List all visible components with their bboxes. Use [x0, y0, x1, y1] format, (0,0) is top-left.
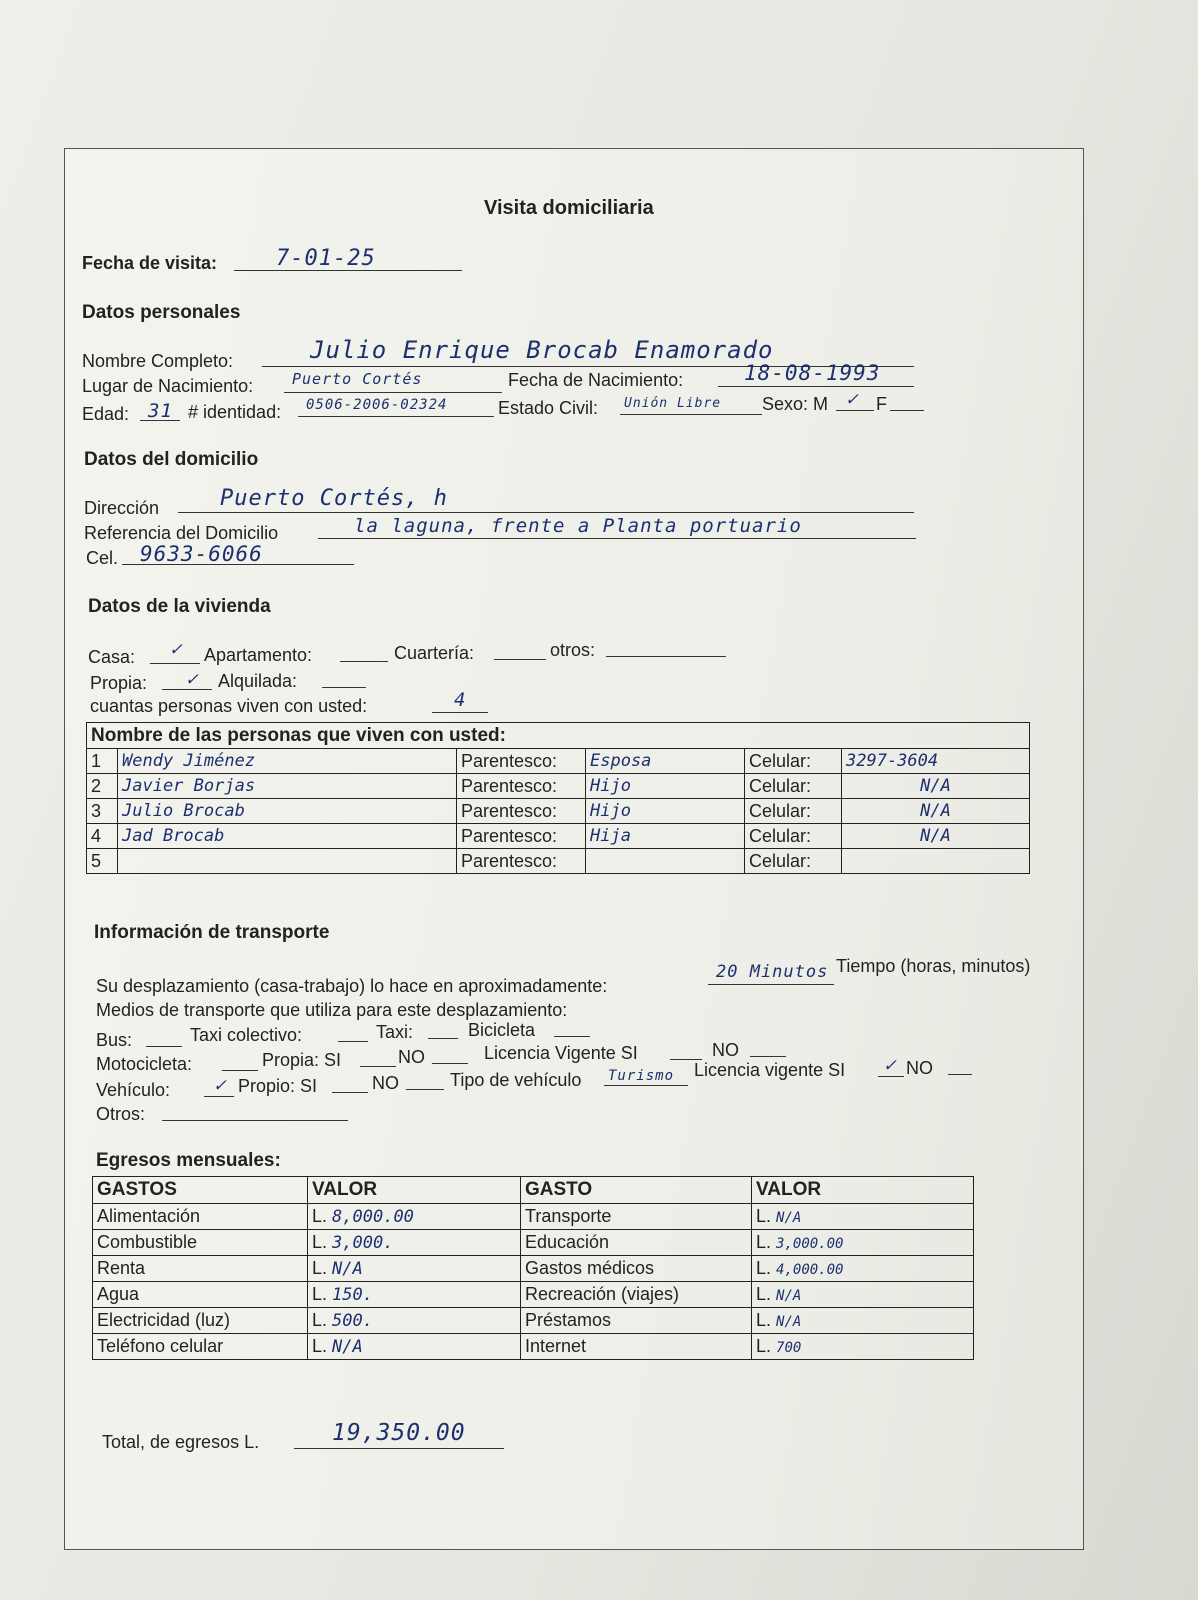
persona-parentesco[interactable]: Hija	[586, 824, 745, 849]
valor-1-value[interactable]: 8,000.00	[332, 1207, 414, 1227]
moto-no-line	[432, 1063, 468, 1064]
gasto-1: Renta	[93, 1256, 308, 1282]
personales-heading: Datos personales	[82, 302, 241, 323]
persona-nombre[interactable]: Jad Brocab	[118, 824, 457, 849]
cuantas-label: cuantas personas viven con usted:	[90, 696, 368, 716]
valor-1	[308, 1256, 521, 1282]
taxi-label: Taxi:	[376, 1022, 414, 1042]
ref-value[interactable]: la laguna, frente a Planta portuario	[354, 515, 802, 537]
valor-2-value[interactable]: 4,000.00	[776, 1262, 844, 1278]
veh-no-line	[406, 1089, 444, 1090]
celular-label: Celular:	[745, 799, 842, 824]
currency: L.	[756, 1284, 772, 1304]
apto-label: Apartamento:	[204, 645, 313, 665]
civil-label: Estado Civil:	[498, 398, 599, 418]
id-label: # identidad:	[188, 402, 282, 422]
table-row	[87, 774, 1030, 799]
h-gastos: GASTOS	[93, 1177, 308, 1204]
gasto-2: Gastos médicos	[521, 1256, 752, 1282]
table-row	[87, 849, 1030, 874]
taxi-line	[428, 1038, 458, 1039]
tipo-vehiculo-line	[604, 1085, 688, 1086]
moto-licencia-no-line	[750, 1056, 786, 1057]
sexo-f-line	[890, 410, 924, 411]
currency: L.	[756, 1232, 772, 1252]
desp-line	[708, 984, 834, 985]
persona-celular[interactable]: 3297-3604	[842, 749, 1030, 774]
otros-vivienda-label: otros:	[550, 640, 596, 660]
valor-2-value[interactable]: N/A	[776, 1314, 802, 1330]
h-valor-2: VALOR	[752, 1177, 974, 1204]
currency: L.	[756, 1258, 772, 1278]
persona-parentesco[interactable]: Hijo	[586, 799, 745, 824]
casa-value[interactable]: ✓	[170, 638, 183, 660]
dir-value[interactable]: Puerto Cortés, h	[220, 486, 448, 511]
currency: L.	[312, 1206, 328, 1226]
otros-transporte-label: Otros:	[96, 1104, 146, 1124]
celular-label: Celular:	[745, 824, 842, 849]
bus-line	[146, 1046, 182, 1047]
row-number: 5	[87, 849, 118, 874]
desp-label: Su desplazamiento (casa-trabajo) lo hace en aproximadamente:	[96, 976, 608, 996]
moto-propia-line	[360, 1066, 396, 1067]
egresos-heading: Egresos mensuales:	[96, 1150, 281, 1171]
moto-label: Motocicleta:	[96, 1054, 193, 1074]
valor-1-value[interactable]: 150.	[332, 1285, 373, 1305]
gasto-2: Préstamos	[521, 1308, 752, 1334]
nombre-value[interactable]: Julio Enrique Brocab Enamorado	[310, 336, 774, 364]
vehiculo-line	[204, 1096, 234, 1097]
veh-propio-label: Propio: SI	[238, 1076, 318, 1096]
currency: L.	[312, 1258, 328, 1278]
currency: L.	[756, 1206, 772, 1226]
valor-1-value[interactable]: 500.	[332, 1311, 373, 1331]
persona-nombre[interactable]: Wendy Jiménez	[118, 749, 457, 774]
vivienda-heading: Datos de la vivienda	[88, 596, 271, 617]
fnac-label: Fecha de Nacimiento:	[508, 370, 684, 390]
id-line	[298, 416, 494, 417]
alquilada-label: Alquilada:	[218, 671, 298, 691]
domicilio-heading: Datos del domicilio	[84, 449, 259, 470]
id-value[interactable]: 0506-2006-02324	[306, 397, 448, 413]
celular-label: Celular:	[745, 849, 842, 874]
veh-licencia-no-label: NO	[906, 1058, 933, 1078]
currency: L.	[312, 1310, 328, 1330]
h-valor: VALOR	[308, 1177, 521, 1204]
dir-line	[178, 512, 914, 513]
civil-value[interactable]: Unión Libre	[624, 396, 722, 411]
taxi-colectivo-line	[338, 1041, 368, 1042]
table-row	[87, 824, 1030, 849]
veh-licencia-line	[878, 1076, 904, 1077]
currency: L.	[756, 1336, 772, 1356]
row-number: 1	[87, 749, 118, 774]
table-row	[93, 1256, 974, 1282]
personas-table	[86, 722, 1030, 874]
ref-line	[318, 538, 916, 539]
gasto-1: Teléfono celular	[93, 1334, 308, 1360]
parentesco-label: Parentesco:	[457, 799, 586, 824]
nombre-label: Nombre Completo:	[82, 351, 234, 371]
moto-no-label: NO	[398, 1047, 425, 1067]
edad-value[interactable]: 31	[148, 400, 173, 422]
total-label: Total, de egresos L.	[102, 1432, 260, 1452]
sexo-f-label: F	[876, 394, 887, 414]
valor-2	[752, 1204, 974, 1230]
propia-value[interactable]: ✓	[186, 668, 199, 690]
persona-parentesco[interactable]: Esposa	[586, 749, 745, 774]
apto-line	[340, 661, 388, 662]
persona-celular[interactable]: N/A	[842, 774, 1030, 799]
fnac-value[interactable]: 18-08-1993	[744, 361, 881, 385]
parentesco-label: Parentesco:	[457, 774, 586, 799]
form-title: Visita domiciliaria	[484, 197, 654, 219]
valor-2-value[interactable]: N/A	[776, 1288, 802, 1304]
table-row	[87, 799, 1030, 824]
gasto-1: Combustible	[93, 1230, 308, 1256]
persona-nombre[interactable]: Javier Borjas	[118, 774, 457, 799]
persona-celular[interactable]: N/A	[842, 824, 1030, 849]
valor-1-value[interactable]: N/A	[332, 1259, 363, 1279]
table-row	[93, 1204, 974, 1230]
persona-parentesco[interactable]: Hijo	[586, 774, 745, 799]
otros-transporte-line	[162, 1120, 348, 1121]
propia-label: Propia:	[90, 673, 148, 693]
table-row	[93, 1230, 974, 1256]
personas-header: Nombre de las personas que viven con usted:	[87, 723, 1030, 749]
table-row	[93, 1282, 974, 1308]
gasto-2: Internet	[521, 1334, 752, 1360]
desp-value[interactable]: 20 Minutos	[716, 962, 829, 982]
moto-line	[222, 1070, 258, 1071]
cel-label: Cel.	[86, 548, 119, 568]
casa-line	[150, 663, 200, 664]
celular-label: Celular:	[745, 774, 842, 799]
dir-label: Dirección	[84, 498, 160, 518]
valor-2-value[interactable]: 700	[776, 1340, 802, 1356]
valor-2	[752, 1334, 974, 1360]
alquilada-line	[322, 687, 366, 688]
total-line	[294, 1448, 504, 1449]
fecha-value[interactable]: 7-01-25	[276, 246, 376, 271]
fecha-label: Fecha de visita:	[82, 253, 218, 273]
lugar-value[interactable]: Puerto Cortés	[292, 370, 423, 388]
tipo-vehiculo-label: Tipo de vehículo	[450, 1070, 582, 1090]
lugar-line	[284, 392, 502, 393]
total-value[interactable]: 19,350.00	[332, 1420, 466, 1446]
otros-vivienda-line	[606, 656, 726, 657]
valor-1	[308, 1204, 521, 1230]
taxi-colectivo-label: Taxi colectivo:	[190, 1025, 303, 1045]
persona-celular[interactable]	[842, 849, 1030, 874]
casa-label: Casa:	[88, 647, 136, 667]
moto-licencia-no-label: NO	[712, 1040, 739, 1060]
row-number: 3	[87, 799, 118, 824]
parentesco-label: Parentesco:	[457, 849, 586, 874]
celular-label: Celular:	[745, 749, 842, 774]
gasto-2: Educación	[521, 1230, 752, 1256]
sexo-m-line	[836, 410, 874, 411]
valor-1	[308, 1230, 521, 1256]
transporte-heading: Información de transporte	[94, 922, 330, 943]
valor-2	[752, 1256, 974, 1282]
bicicleta-label: Bicicleta	[468, 1020, 536, 1040]
gasto-1: Agua	[93, 1282, 308, 1308]
valor-2-value[interactable]: 3,000.00	[776, 1236, 844, 1252]
edad-label: Edad:	[82, 404, 130, 424]
row-number: 2	[87, 774, 118, 799]
parentesco-label: Parentesco:	[457, 749, 586, 774]
valor-1-value[interactable]: N/A	[332, 1337, 363, 1357]
valor-1	[308, 1308, 521, 1334]
table-row	[93, 1308, 974, 1334]
gasto-2: Transporte	[521, 1204, 752, 1230]
veh-licencia-no-line	[948, 1074, 972, 1075]
gasto-2: Recreación (viajes)	[521, 1282, 752, 1308]
veh-propio-line	[332, 1092, 368, 1093]
currency: L.	[312, 1284, 328, 1304]
table-row	[93, 1334, 974, 1360]
gasto-1: Alimentación	[93, 1204, 308, 1230]
moto-licencia-label: Licencia Vigente SI	[484, 1043, 638, 1063]
sexo-m-value[interactable]: ✓	[846, 388, 859, 410]
currency: L.	[756, 1310, 772, 1330]
persona-celular[interactable]: N/A	[842, 799, 1030, 824]
valor-1	[308, 1334, 521, 1360]
valor-2-value[interactable]: N/A	[776, 1210, 802, 1226]
sexo-label: Sexo: M	[762, 394, 829, 414]
valor-1	[308, 1282, 521, 1308]
cel-value[interactable]: 9633-6066	[140, 542, 263, 566]
currency: L.	[312, 1232, 328, 1252]
persona-nombre[interactable]	[118, 849, 457, 874]
fnac-line	[718, 386, 914, 387]
gasto-1: Electricidad (luz)	[93, 1308, 308, 1334]
lugar-label: Lugar de Nacimiento:	[82, 376, 254, 396]
vehiculo-label: Vehículo:	[96, 1080, 171, 1100]
veh-licencia-label: Licencia vigente SI	[694, 1060, 846, 1080]
ref-label: Referencia del Domicilio	[84, 523, 279, 543]
persona-nombre[interactable]: Julio Brocab	[118, 799, 457, 824]
persona-parentesco[interactable]	[586, 849, 745, 874]
table-row	[87, 749, 1030, 774]
bicicleta-line	[554, 1036, 590, 1037]
h-gasto: GASTO	[521, 1177, 752, 1204]
tipo-vehiculo-value[interactable]: Turismo	[608, 1068, 675, 1084]
currency: L.	[312, 1336, 328, 1356]
valor-1-value[interactable]: 3,000.	[332, 1233, 394, 1253]
moto-propia-label: Propia: SI	[262, 1050, 342, 1070]
tiempo-label: Tiempo (horas, minutos)	[836, 956, 1031, 976]
cuarteria-label: Cuartería:	[394, 643, 475, 663]
medios-label: Medios de transporte que utiliza para este desplazamiento:	[96, 1000, 568, 1020]
egresos-table	[92, 1176, 974, 1360]
valor-2	[752, 1308, 974, 1334]
veh-licencia-value[interactable]: ✓	[884, 1054, 897, 1076]
veh-no-label: NO	[372, 1073, 399, 1093]
parentesco-label: Parentesco:	[457, 824, 586, 849]
cuantas-value[interactable]: 4	[454, 689, 467, 711]
cuantas-line	[432, 712, 488, 713]
bus-label: Bus:	[96, 1030, 133, 1050]
cuarteria-line	[494, 659, 546, 660]
civil-line	[620, 414, 762, 415]
valor-2	[752, 1282, 974, 1308]
valor-2	[752, 1230, 974, 1256]
row-number: 4	[87, 824, 118, 849]
vehiculo-value[interactable]: ✓	[214, 1074, 227, 1096]
